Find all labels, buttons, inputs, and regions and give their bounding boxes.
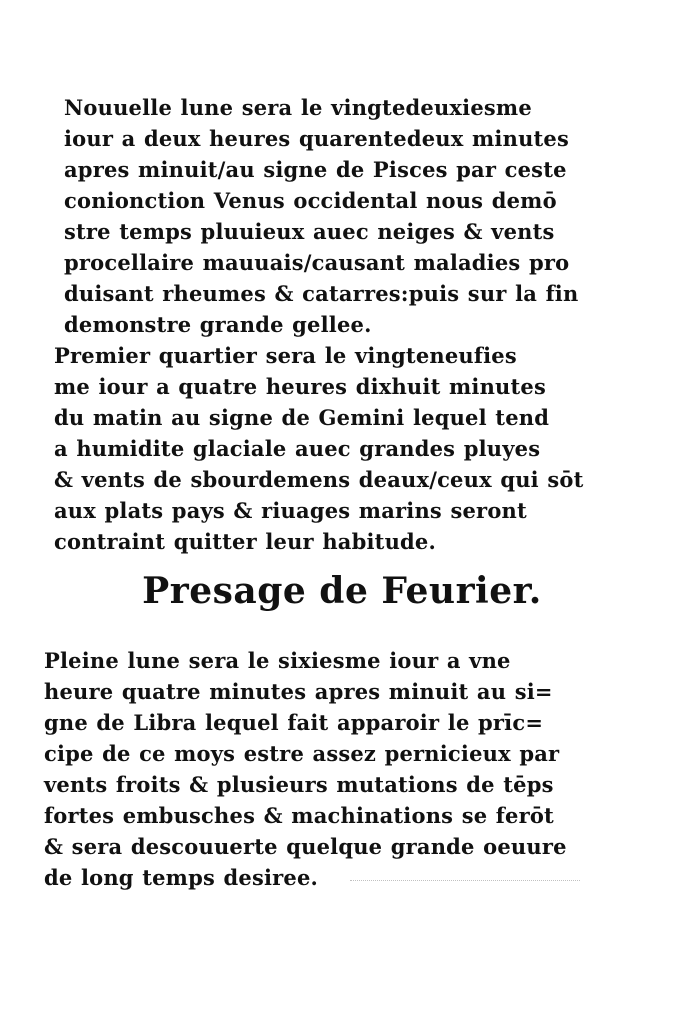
- text-line: a humidite glaciale auec grandes pluyes: [54, 436, 541, 461]
- text-line: du matin au signe de Gemini lequel tend: [54, 405, 550, 430]
- text-line: heure quatre minutes apres minuit au si=: [44, 679, 553, 704]
- paragraph-premier-quartier: [54, 340, 624, 557]
- section-heading: Presage de Feurier.: [142, 570, 542, 612]
- text-line: duisant rheumes & catarres:puis sur la fin: [64, 281, 579, 306]
- text-line: de long temps desiree.: [44, 865, 319, 890]
- text-line: apres minuit/au signe de Pisces par ceste: [64, 157, 567, 182]
- text-line: me iour a quatre heures dixhuit minutes: [54, 374, 547, 399]
- text-line: stre temps pluuieux auec neiges & vents: [64, 219, 555, 244]
- text-line: conionction Venus occidental nous demō: [64, 188, 557, 213]
- text-line: cipe de ce moys estre assez pernicieux par: [44, 741, 560, 766]
- text-line: fortes embusches & machinations se ferōt: [44, 803, 554, 828]
- print-speckle: [350, 880, 580, 889]
- text-line: demonstre grande gellee.: [64, 312, 372, 337]
- text-line: & sera descouuerte quelque grande oeuure: [44, 834, 567, 859]
- text-line: iour a deux heures quarentedeux minutes: [64, 126, 570, 151]
- paragraph-nouuelle-lune: [64, 92, 624, 340]
- text-line: vents froits & plusieurs mutations de tēps: [44, 772, 554, 797]
- text-line: Premier quartier sera le vingteneufies: [54, 343, 517, 368]
- text-line: & vents de sbourdemens deaux/ceux qui sōt: [54, 467, 584, 492]
- paragraph-pleine-lune: [44, 645, 624, 893]
- text-line: Pleine lune sera le sixiesme iour a vne: [44, 648, 511, 673]
- text-line: procellaire mauuais/causant maladies pro: [64, 250, 570, 275]
- text-line: aux plats pays & riuages marins seront: [54, 498, 527, 523]
- text-line: gne de Libra lequel fait apparoir le prīc=: [44, 710, 544, 735]
- text-line: contraint quitter leur habitude.: [54, 529, 436, 554]
- text-line: Nouuelle lune sera le vingtedeuxiesme: [64, 95, 532, 120]
